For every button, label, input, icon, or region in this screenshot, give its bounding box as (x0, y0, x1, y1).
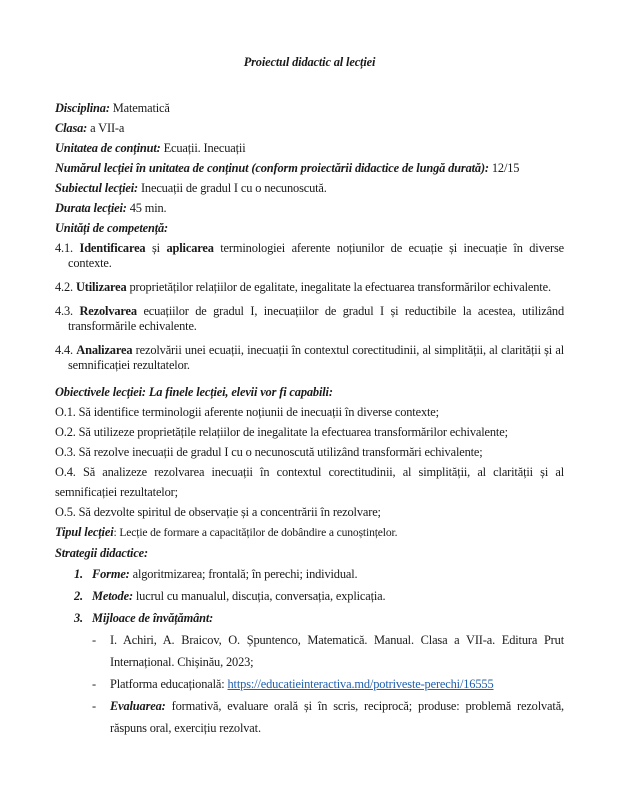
field-value: Ecuații. Inecuații (160, 141, 246, 155)
competence-item-4-4: 4.4. Analizarea rezolvării unei ecuații, inecuații în contextul corectitudinii, al simplității, al clarității și al semnificației rezultatelor. (55, 343, 565, 372)
strategii-heading: Strategii didactice: (55, 546, 149, 560)
field-subiectul (55, 178, 564, 198)
field-clasa (55, 118, 564, 138)
field-value: 12/15 (488, 161, 520, 175)
document-page (55, 52, 564, 739)
strategy-item-forme: 1. Forme: algoritmizarea; frontală; în perechi; individual. (74, 567, 358, 581)
field-value: : Lecție de formare a capacităților de dobândire a cunoștințelor. (113, 526, 398, 539)
field-value: Matematică (109, 101, 170, 115)
objective-item: O.2. Să utilizeze proprietățile relațiilor de inegalitate la efectuarea transformărilor echivalente; (55, 425, 508, 439)
field-disciplina (55, 98, 564, 118)
field-label: Durata lecției: (55, 201, 127, 215)
document-title: Proiectul didactic al lecției (243, 55, 376, 69)
field-value: a VII-a (87, 121, 125, 135)
objective-item-continuation: semnificației rezultatelor; (55, 485, 178, 499)
objective-item: O.5. Să dezvolte spiritul de observație și a concentrării în rezolvare; (55, 505, 381, 519)
field-label: Numărul lecției în unitatea de conținut (conform proiectării didactice de lungă durată): (55, 161, 489, 175)
field-label: Subiectul lecției: (55, 181, 138, 195)
competence-item-4-2: 4.2. Utilizarea proprietăților relațiilor de egalitate, inegalitate la efectuarea transformărilor echivalente. (55, 280, 551, 294)
field-label: Tipul lecției (55, 525, 114, 539)
field-durata (55, 198, 564, 218)
mijloace-list (55, 629, 564, 739)
platform-link[interactable]: https://educatieinteractiva.md/potriveste-perechi/16555 (227, 677, 494, 691)
mijloace-item-evaluarea: - Evaluarea: formativă, evaluare orală și în scris, reciprocă; produse: problemă rezolvată, răspuns oral, exercițiu rezolvat. (92, 699, 564, 735)
objective-item: O.4. Să analizeze rezolvarea inecuații în contextul corectitudinii, al simplității, al clarității și al (55, 465, 564, 479)
field-value: Inecuații de gradul I cu o necunoscută. (138, 181, 327, 195)
objective-item: O.3. Să rezolve inecuații de gradul I cu o necunoscută utilizând transformări echivalente; (55, 445, 483, 459)
strategii-list (55, 563, 564, 629)
field-value: 45 min. (126, 201, 167, 215)
field-label: Unitatea de conținut: (55, 141, 161, 155)
field-unitatea (55, 138, 564, 158)
field-label: Clasa: (55, 121, 88, 135)
objective-item: O.1. Să identifice terminologii aferente noțiunii de inecuații în diverse contexte; (55, 405, 439, 419)
competente-heading: Unități de competență: (55, 221, 169, 235)
strategy-item-mijloace: 3. Mijloace de învățământ: (74, 611, 214, 625)
strategy-item-metode: 2. Metode: lucrul cu manualul, discuția, conversația, explicația. (74, 589, 386, 603)
obiective-heading: Obiectivele lecției: La finele lecției, elevii vor fi capabili: (55, 385, 333, 399)
field-numarul (55, 158, 564, 178)
mijloace-item-platforma: - Platforma educațională: https://educatieinteractiva.md/potriveste-perechi/16555 (92, 677, 494, 691)
field-label: Disciplina: (55, 101, 110, 115)
tipul-lectiei (55, 522, 564, 543)
competence-item-4-1: 4.1. Identificarea și aplicarea terminologiei aferente noțiunilor de ecuație și inecuație în diverse contexte. (55, 241, 564, 270)
competence-item-4-3: 4.3. Rezolvarea ecuațiilor de gradul I, inecuațiilor de gradul I și reductibile la acestea, utilizând transformările echivalente. (55, 304, 565, 333)
mijloace-item-manual: - I. Achiri, A. Braicov, O. Șpuntenco, Matematică. Manual. Clasa a VII-a. Editura Prut Internațional. Chișinău, 2023; (92, 633, 564, 669)
